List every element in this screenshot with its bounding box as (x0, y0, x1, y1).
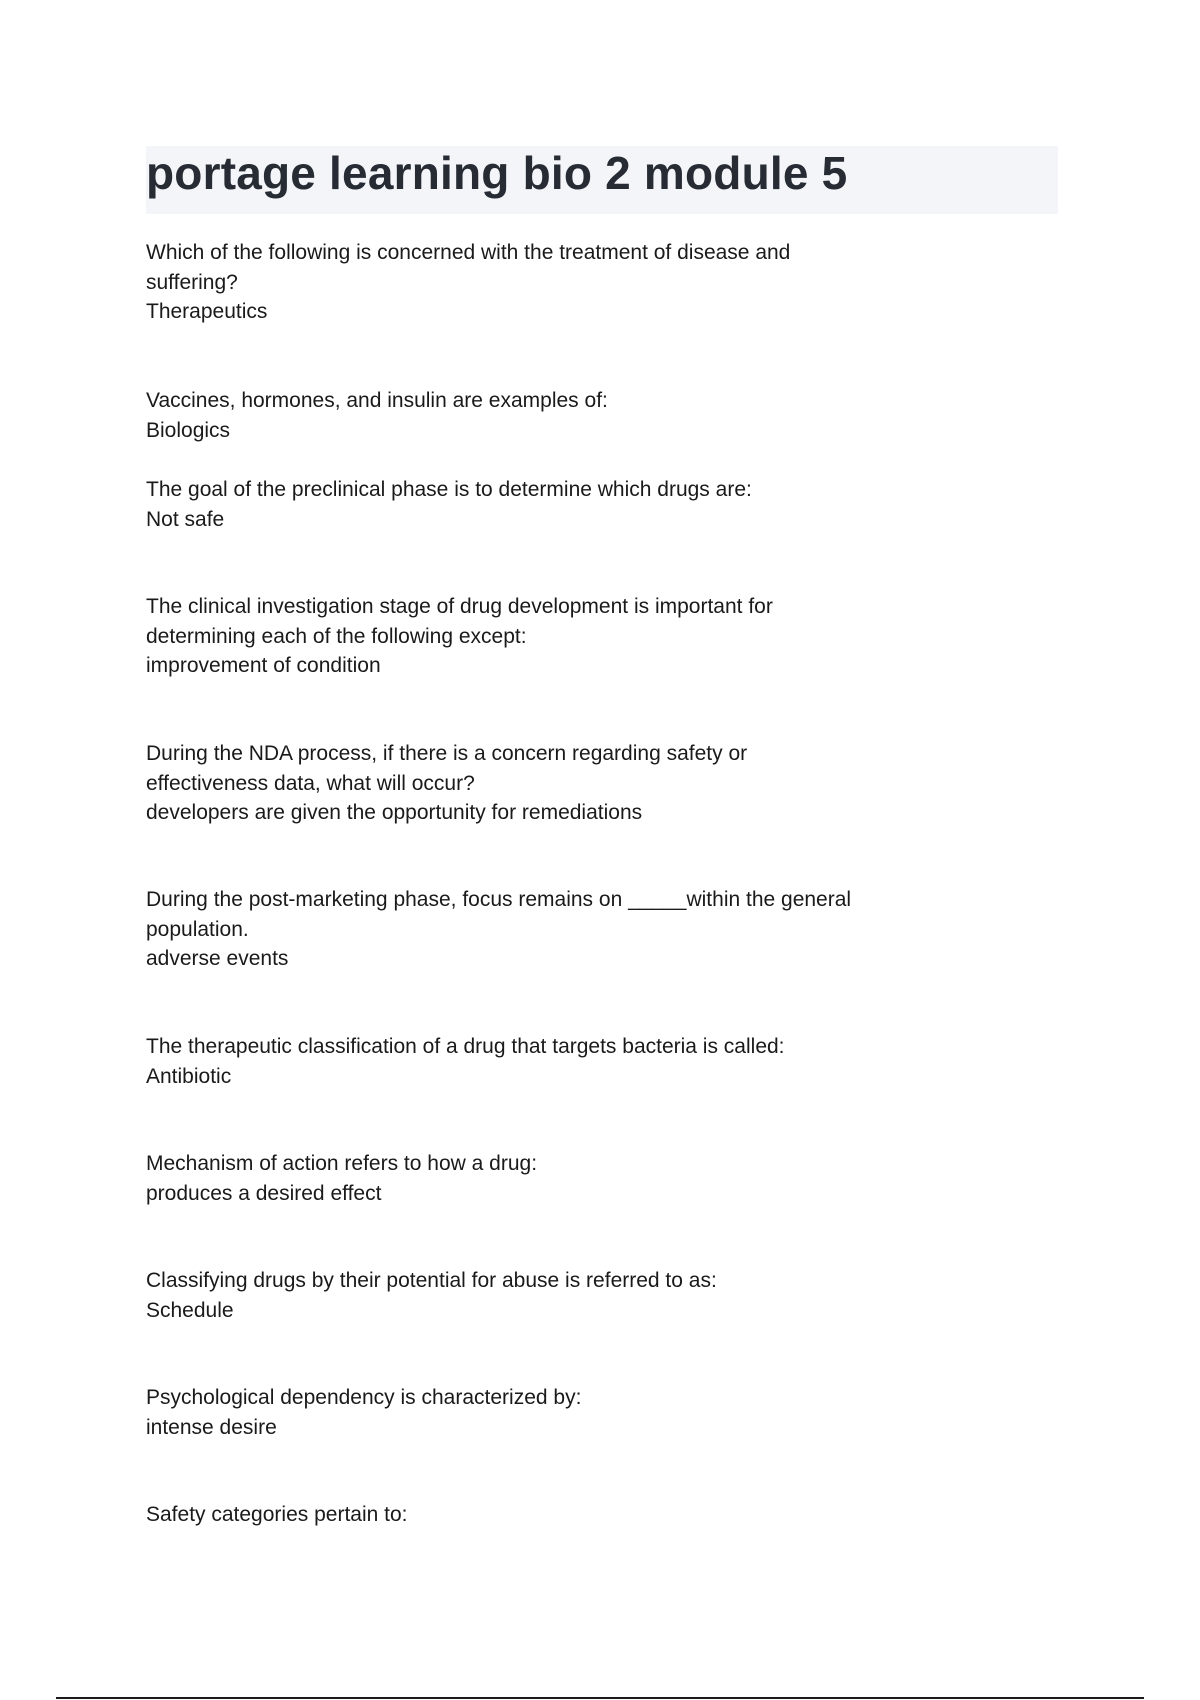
document-title: portage learning bio 2 module 5 (146, 147, 848, 199)
answer-text: adverse events (146, 947, 289, 970)
answer-text: Biologics (146, 418, 231, 442)
answer-text: Not safe (146, 507, 225, 531)
qa-item-6 (146, 885, 866, 974)
qa-item-5 (146, 739, 866, 828)
question-text: Which of the following is concerned with the treatment of disease and suffering? (146, 241, 791, 294)
question-text: During the post-marketing phase, focus remains on _____within the general population. (146, 888, 852, 941)
question-text: The therapeutic classification of a drug that targets bacteria is called: (146, 1035, 785, 1058)
qa-item-7 (146, 1032, 866, 1091)
qa-item-3 (146, 475, 866, 534)
answer-text: produces a desired effect (146, 1181, 382, 1205)
qa-item-8 (146, 1149, 866, 1208)
answer-text: intense desire (146, 1415, 277, 1439)
question-text: During the NDA process, if there is a concern regarding safety or effectiveness data, what will occur? (146, 742, 748, 795)
question-text: Classifying drugs by their potential for abuse is referred to as: (146, 1269, 717, 1292)
answer-text: Therapeutics (146, 300, 268, 323)
answer-text: improvement of condition (146, 654, 381, 677)
question-text: The goal of the preclinical phase is to determine which drugs are: (146, 478, 752, 501)
question-text: Safety categories pertain to: (146, 1503, 408, 1526)
page-bottom-rule (56, 1697, 1144, 1699)
question-text: Mechanism of action refers to how a drug: (146, 1152, 538, 1175)
qa-item-9 (146, 1266, 866, 1325)
answer-text: Antibiotic (146, 1064, 232, 1088)
qa-item-4 (146, 592, 866, 681)
qa-item-11 (146, 1500, 866, 1530)
answer-text: developers are given the opportunity for remediations (146, 801, 643, 824)
qa-item-1 (146, 238, 866, 327)
qa-item-10 (146, 1383, 866, 1442)
question-text: Psychological dependency is characterized by: (146, 1386, 582, 1409)
qa-item-2 (146, 386, 866, 445)
question-text: The clinical investigation stage of drug development is important for determining each of the following except: (146, 595, 773, 648)
question-text: Vaccines, hormones, and insulin are examples of: (146, 389, 608, 412)
answer-text: Schedule (146, 1298, 234, 1322)
